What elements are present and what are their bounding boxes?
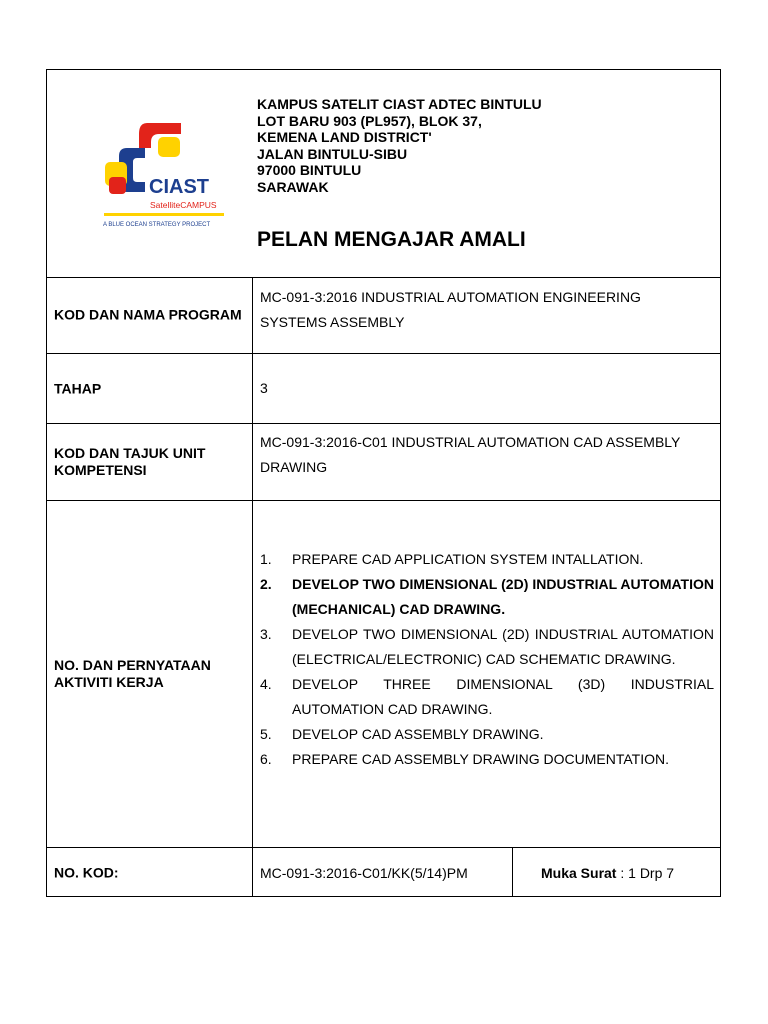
- kod-label-cell: [47, 848, 253, 897]
- activity-text: PREPARE CAD APPLICATION SYSTEM INTALLATION.: [292, 551, 644, 567]
- address-line: SARAWAK: [257, 178, 329, 195]
- svg-text:SatelliteCAMPUS: SatelliteCAMPUS: [150, 200, 217, 210]
- activity-text: DEVELOP THREE DIMENSIONAL (3D) INDUSTRIAL AUTOMATION CAD DRAWING.: [292, 676, 714, 717]
- activity-text: PREPARE CAD ASSEMBLY DRAWING DOCUMENTATION.: [292, 751, 670, 767]
- address-line: LOT BARU 903 (PL957), BLOK 37,: [257, 112, 482, 129]
- address-line: KAMPUS SATELIT CIAST ADTEC BINTULU: [257, 96, 542, 112]
- unit-value: MC-091-3:2016-C01 INDUSTRIAL AUTOMATION CAD ASSEMBLY DRAWING: [260, 434, 681, 475]
- activity-text: DEVELOP CAD ASSEMBLY DRAWING.: [292, 726, 544, 742]
- activity-number: 6.: [260, 751, 272, 767]
- program-value: MC-091-3:2016 INDUSTRIAL AUTOMATION ENGINEERING SYSTEMS ASSEMBLY: [260, 289, 641, 330]
- activity-list: [260, 547, 714, 772]
- activity-item: [260, 572, 714, 622]
- unit-row: [47, 424, 720, 501]
- program-label: KOD DAN NAMA PROGRAM: [54, 306, 242, 323]
- document-title: PELAN MENGAJAR AMALI: [257, 228, 526, 251]
- unit-value-cell: [253, 424, 720, 500]
- kod-row: [47, 848, 720, 897]
- lesson-plan-form: [46, 69, 721, 897]
- ciast-logo: [99, 120, 229, 230]
- activity-item: [260, 547, 714, 572]
- tahap-label-cell: [47, 354, 253, 423]
- activity-number: 5.: [260, 726, 272, 742]
- activity-item: [260, 747, 714, 772]
- address-line: JALAN BINTULU-SIBU: [257, 145, 408, 162]
- aktiviti-row: [47, 501, 720, 848]
- tahap-value-cell: [253, 354, 720, 423]
- kod-label: NO. KOD:: [54, 864, 119, 880]
- program-value-cell: [253, 277, 720, 353]
- activity-item: [260, 622, 714, 672]
- aktiviti-value-cell: [253, 501, 720, 847]
- program-label-cell: [47, 277, 253, 353]
- activity-number: 3.: [260, 626, 272, 642]
- tahap-value: 3: [260, 380, 268, 396]
- unit-label-cell: [47, 424, 253, 500]
- activity-item: [260, 672, 714, 722]
- tahap-label: TAHAP: [54, 380, 102, 396]
- page-number-cell: [512, 848, 720, 897]
- activity-item: [260, 722, 714, 747]
- activity-text: DEVELOP TWO DIMENSIONAL (2D) INDUSTRIAL AUTOMATION (MECHANICAL) CAD DRAWING.: [292, 576, 714, 617]
- aktiviti-label: NO. DAN PERNYATAAN AKTIVITI KERJA: [54, 657, 211, 690]
- unit-label: KOD DAN TAJUK UNIT KOMPETENSI: [54, 445, 206, 478]
- svg-text:A BLUE OCEAN STRATEGY PROJECT: A BLUE OCEAN STRATEGY PROJECT: [103, 222, 211, 228]
- page-value: : 1 Drp 7: [620, 864, 675, 881]
- kod-value-cell: [253, 848, 720, 897]
- svg-text:CIAST: CIAST: [149, 176, 209, 198]
- aktiviti-label-cell: [47, 501, 253, 847]
- activity-text: DEVELOP TWO DIMENSIONAL (2D) INDUSTRIAL AUTOMATION (ELECTRICAL/ELECTRONIC) CAD SCHEMATIC DRAWING.: [292, 626, 714, 667]
- page-number: [541, 865, 674, 881]
- kod-value: MC-091-3:2016-C01/KK(5/14)PM: [260, 864, 468, 881]
- program-row: [47, 277, 720, 354]
- page-label: Muka Surat: [541, 864, 617, 881]
- activity-number: 1.: [260, 551, 272, 567]
- activity-number: 4.: [260, 676, 272, 692]
- campus-address: [257, 96, 542, 195]
- activity-number: 2.: [260, 576, 272, 592]
- address-line: 97000 BINTULU: [257, 162, 362, 178]
- form-header: [47, 70, 720, 278]
- tahap-row: [47, 354, 720, 424]
- address-line: KEMENA LAND DISTRICT': [257, 129, 432, 145]
